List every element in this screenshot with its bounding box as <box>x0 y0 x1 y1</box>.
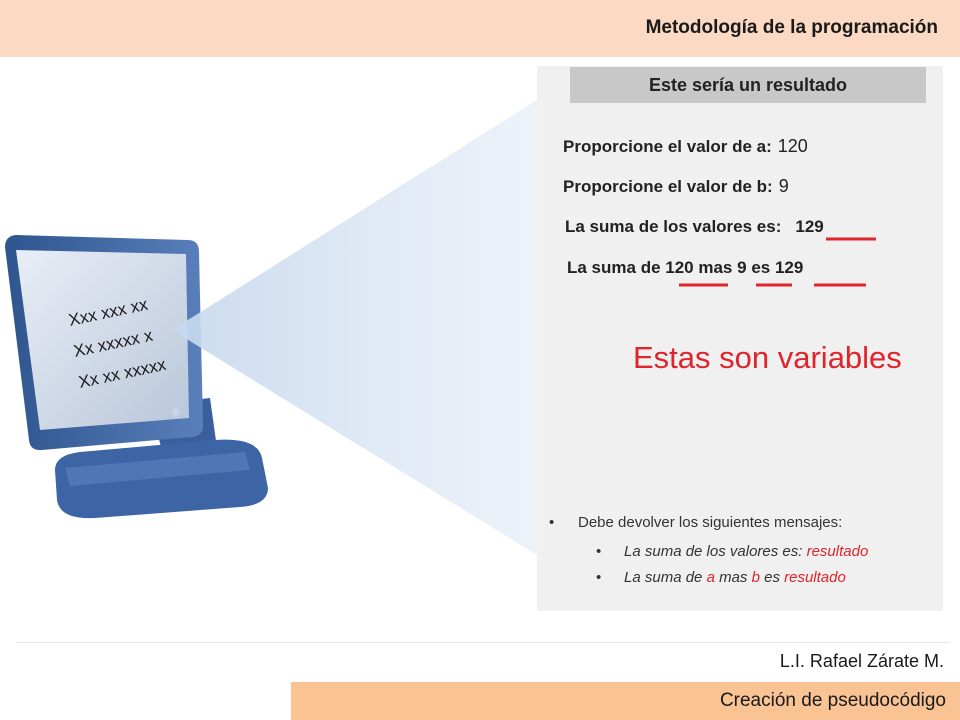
sum-label: La suma de los valores es: <box>565 217 782 236</box>
sentence-part: La suma de <box>567 258 666 277</box>
bullet-main-text: Debe devolver los siguientes mensajes: <box>578 514 843 531</box>
screen-line-2: Xx xxxxx x <box>71 325 155 361</box>
bullet-sub-1-result: resultado <box>806 543 869 560</box>
prompt-b-value: 9 <box>778 176 789 196</box>
footer-divider <box>16 642 950 643</box>
power-icon <box>172 408 180 416</box>
page-title: Metodología de la programación <box>645 17 938 38</box>
sentence-line <box>567 258 803 278</box>
bullet-sub-2-part: La suma de <box>624 569 707 586</box>
sentence-var-a: 120 <box>665 258 694 277</box>
sum-value: 129 <box>795 217 824 236</box>
slide-subtitle: Creación de pseudocódigo <box>719 690 946 711</box>
result-panel-title: Este sería un resultado <box>570 67 926 103</box>
bullet-sub-1-text: La suma de los valores es: <box>624 543 807 560</box>
bullet-sub-2-result: resultado <box>784 569 846 586</box>
prompt-b-label: Proporcione el valor de b: <box>563 177 773 196</box>
bottom-banner <box>291 682 960 720</box>
bullet-sub-1 <box>596 543 868 560</box>
bullet-sub-2-var-a: a <box>706 569 715 586</box>
bullet-sub-2-part: mas <box>714 569 752 586</box>
sentence-var-b: 9 <box>737 258 747 277</box>
bullet-sub-2 <box>596 569 846 586</box>
prompt-a-label: Proporcione el valor de a: <box>563 137 772 156</box>
sentence-part: mas <box>693 258 738 277</box>
variables-note: Estas son variables <box>633 340 902 375</box>
sentence-part: es <box>746 258 775 277</box>
bullet-main <box>552 514 842 531</box>
prompt-a-value: 120 <box>777 136 808 156</box>
bullet-sub-2-part: es <box>759 569 785 586</box>
prompt-a-line <box>563 136 808 157</box>
author-name: L.I. Rafael Zárate M. <box>779 651 944 671</box>
screen-line-3: Xx xx xxxxx <box>76 354 168 392</box>
prompt-b-line <box>563 176 789 197</box>
sentence-var-result: 129 <box>774 258 804 277</box>
sum-line <box>565 217 824 237</box>
bullet-sub-2-var-b: b <box>751 569 760 586</box>
screen-line-1: Xxx xxx xx <box>66 294 150 330</box>
